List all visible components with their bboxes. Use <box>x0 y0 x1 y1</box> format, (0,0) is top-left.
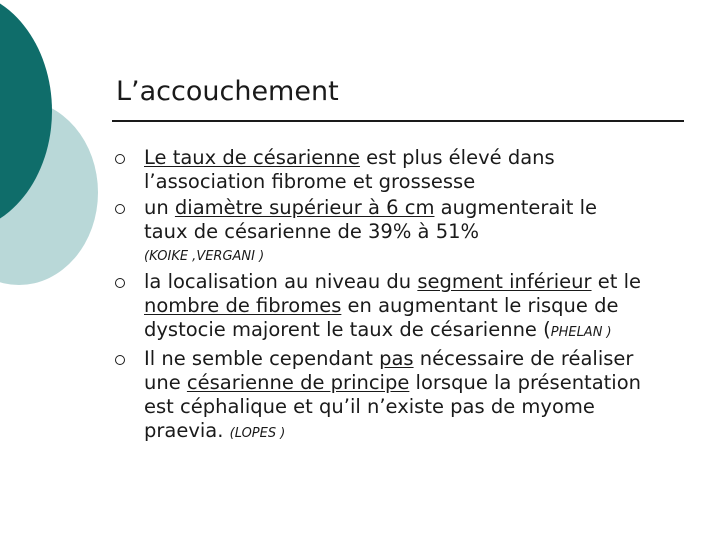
underlined-text: nombre de fibromes <box>144 294 342 317</box>
text-segment: taux de césarienne de 39% à 51% <box>144 220 480 243</box>
text-segment: en augmentant le risque de <box>341 294 619 317</box>
bullet-icon <box>115 355 125 365</box>
bullet-group-2 <box>112 270 692 446</box>
text-segment: Il ne semble cependant <box>144 347 380 370</box>
bullet-line <box>144 270 692 294</box>
bullet-line <box>144 395 692 419</box>
text-segment: l’association fibrome et grossesse <box>144 170 476 193</box>
text-segment: et le <box>591 270 641 293</box>
bullet-icon <box>115 154 125 164</box>
text-segment: nécessaire de réaliser <box>413 347 634 370</box>
text-segment: augmenterait le <box>434 196 597 219</box>
underlined-text: césarienne de principe <box>186 371 410 394</box>
bullet-line <box>144 371 692 395</box>
bullet-line <box>144 294 692 318</box>
bullet-icon <box>115 204 125 214</box>
text-segment: praevia. <box>144 419 230 442</box>
bullet-line <box>144 347 692 371</box>
bullet-line <box>144 318 692 345</box>
bullet-item <box>112 196 692 244</box>
underlined-text: pas <box>379 347 414 370</box>
slide-title: L’accouchement <box>116 76 339 107</box>
bullet-item <box>112 347 692 446</box>
bullet-group-1 <box>112 146 692 244</box>
text-segment: lorsque la présentation <box>409 371 642 394</box>
bullet-line <box>144 419 692 446</box>
text-segment: dystocie majorent le taux de césarienne ( <box>144 318 551 341</box>
citation-note: (KOIKE ,VERGANI ) <box>144 249 265 264</box>
underlined-text: Le taux de césarienne <box>144 146 360 169</box>
bullet-icon <box>115 278 125 288</box>
text-segment: est plus élevé dans <box>359 146 555 169</box>
underlined-text: diamètre supérieur à 6 cm <box>174 196 435 219</box>
citation-text: PHELAN ) <box>550 325 612 340</box>
bullet-line <box>144 170 692 194</box>
text-segment: est céphalique et qu’il n’existe pas de myome <box>144 395 595 418</box>
bullet-line <box>144 146 692 170</box>
bullet-line <box>144 220 692 244</box>
text-segment: une <box>144 371 187 394</box>
text-segment: un <box>144 196 175 219</box>
citation-text: (LOPES ) <box>229 426 286 441</box>
underlined-text: segment inférieur <box>417 270 592 293</box>
title-divider <box>112 120 684 122</box>
slide-content <box>112 146 692 448</box>
bullet-line <box>144 196 692 220</box>
text-segment: la localisation au niveau du <box>144 270 418 293</box>
bullet-item <box>112 270 692 345</box>
bullet-item <box>112 146 692 194</box>
